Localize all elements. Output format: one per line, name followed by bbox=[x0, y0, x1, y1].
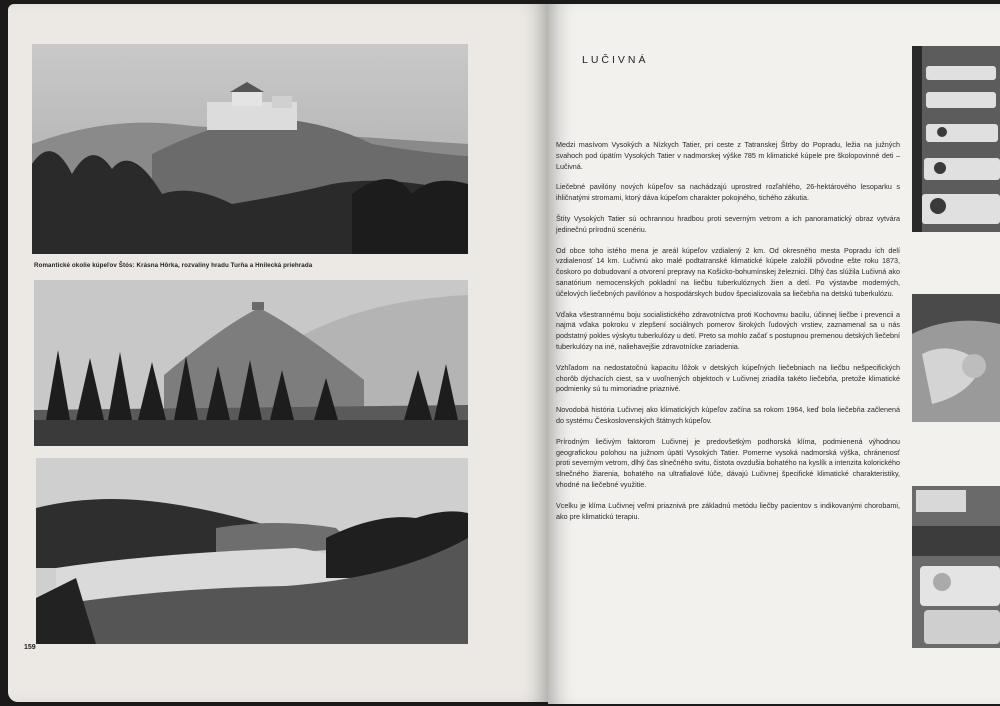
paragraph: Vďaka všestrannému boju socialistického zdravotníctva proti Kochovmu bacilu, účinnej liečbe i prevencii a najmä vďaka pokroku v zlepšení sociálnych pomerov širokých ľudových vrstiev, zaznamenal sa u nás podstatný pokles výskytu tuberkulózy u detí. Preto sa mohlo začať s postupnou premenou detských liečební tuberkulózy na iné, naliehavejšie zdravotnícke zariadenia. bbox=[556, 309, 900, 351]
right-page bbox=[548, 4, 1000, 704]
paragraph: Od obce toho istého mena je areál kúpeľov vzdialený 2 km. Od okresného mesta Popradu ich delí vzdialenosť 14 km. Lučivnú ako malé podtatranské klimatické kúpele založili pôvodne ešte roku 1873, čoskoro po dobudovaní a otvorení prepravy na Košicko-bohumínskej železnici. Dlhý čas slúžila Lučivná ako sanatórium nemocenských pokladní na liečbu tuberkulóznych žien a detí. Po výstavbe moderných, účelových liečebných pavilónov a hospodárskych budov špecializovala sa liečebňa na detskú tuberkulózu. bbox=[556, 245, 900, 298]
left-page bbox=[8, 4, 548, 702]
paragraph: Vzhľadom na nedostatočnú kapacitu lôžok v detských kúpeľných liečebniach na liečbu nešpecifických chorôb dýchacích ciest, sa v uvoľnených objektoch v Lučivnej zriadila takéto liečebňa, pretože klimatické podmienky sú tu mimoriadne priaznivé. bbox=[556, 362, 900, 394]
paragraph: Prírodným liečivým faktorom Lučivnej je predovšetkým podhorská klíma, podmienená výhodnou geografickou polohou na južnom úpätí Vysokých Tatier. Pomerne vysoká nadmorská výška, chránenosť proti severným vetrom, dlhý čas slnečného svitu, čistota ovzdušia bohatého na kyslík a intenzita kolorického slnečného žiarenia, bohatého na ultrafialové lúče, dávajú Lučivnej špecifické klimatické charakteristiky, vhodné na liečebné využitie. bbox=[556, 436, 900, 489]
children-resting-beds-photo bbox=[912, 46, 1000, 232]
castle-on-hill-photo bbox=[32, 44, 468, 254]
paragraph: Medzi masívom Vysokých a Nízkych Tatier, pri ceste z Tatranskej Štrby do Popradu, ležia na južných svahoch pod úpätím Vysokých Tatier v nadmorskej výške 785 m klimatické kúpele pre školopovinné deti – Lučivná. bbox=[556, 140, 900, 171]
body-text bbox=[556, 140, 900, 532]
ruined-castle-hill-photo bbox=[34, 280, 468, 446]
paragraph: Vcelku je klíma Lučivnej veľmi priaznivá pre základnú metódu liečby pacientov s indikovanými chorobami, ako pre klimatickú terapiu. bbox=[556, 500, 900, 521]
reservoir-valley-photo bbox=[36, 458, 468, 644]
paragraph: Novodobá história Lučivnej ako klimatických kúpeľov začína sa rokom 1964, keď bola liečebňa začlenená do systému Československých štátnych kúpeľov. bbox=[556, 405, 900, 425]
veranda-beds-photo bbox=[912, 486, 1000, 648]
page-number: 159 bbox=[24, 644, 36, 651]
photo-caption: Romantické okolie kúpeľov Štós: Krásna Hôrka, rozvaliny hradu Turňa a Hnilecká priehrada bbox=[34, 262, 313, 269]
child-sleeping-photo bbox=[912, 294, 1000, 422]
paragraph: Štíty Vysokých Tatier sú ochrannou hradbou proti severným vetrom a ich panoramatický obraz vytvára jedinečnú prírodnú scenériu. bbox=[556, 213, 900, 234]
paragraph: Liečebné pavilóny nových kúpeľov sa nachádzajú uprostred rozľahlého, 26-hektárového lesoparku s ihličnatými stromami, ktorý dáva kúpeľom charakter pokojného, tichého zákutia. bbox=[556, 182, 900, 203]
chapter-title: LUČIVNÁ bbox=[582, 54, 649, 66]
